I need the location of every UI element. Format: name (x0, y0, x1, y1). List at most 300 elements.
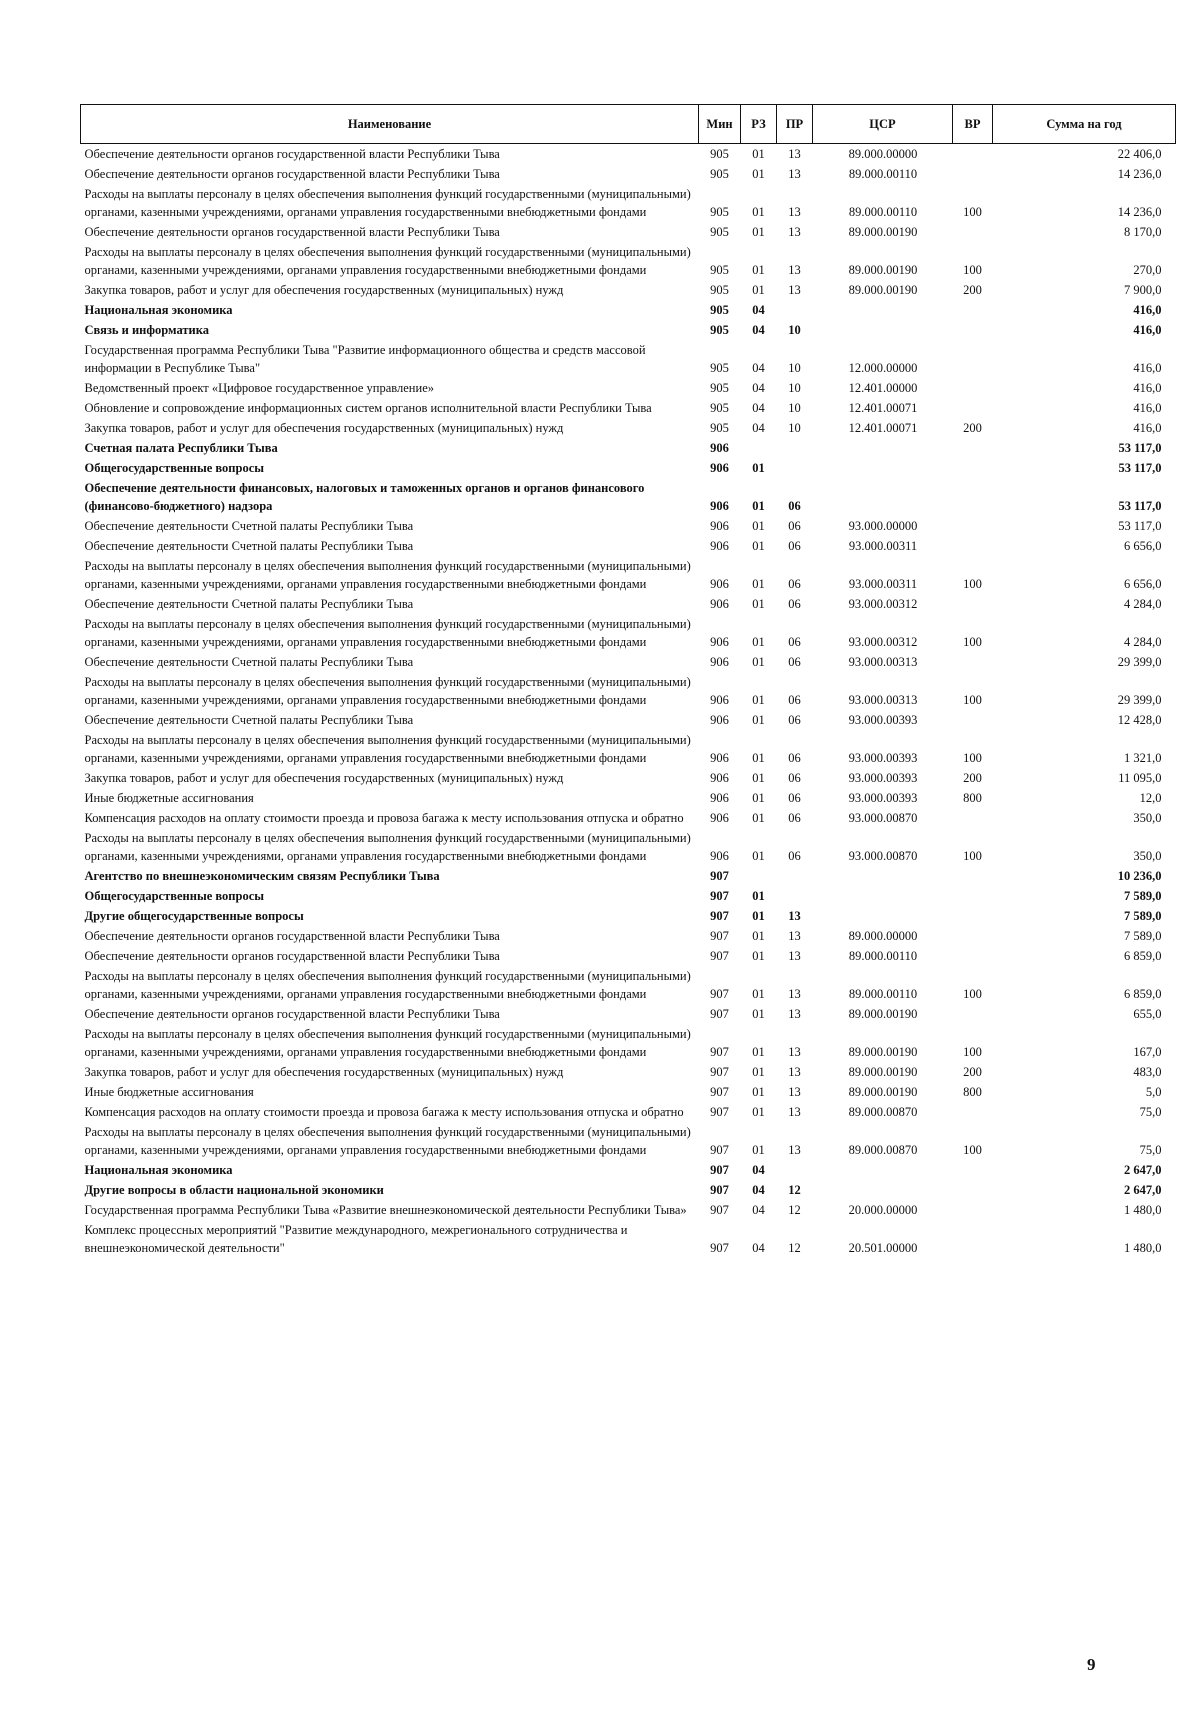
cell-name: Обеспечение деятельности Счетной палаты Республики Тыва (84, 655, 414, 669)
cell-sum: 416,0 (1133, 303, 1162, 317)
budget-table (80, 104, 1176, 1258)
cell-csr (813, 886, 953, 906)
cell-pr: 13 (788, 147, 801, 161)
cell-min: 906 (710, 441, 729, 455)
table-row (81, 594, 1176, 614)
cell-pr (777, 1160, 813, 1180)
cell-pr: 06 (788, 539, 801, 553)
cell-name: Закупка товаров, работ и услуг для обеспечения государственных (муниципальных) нужд (84, 421, 564, 435)
table-row (81, 886, 1176, 906)
table-row (81, 652, 1176, 672)
cell-vr (953, 164, 993, 184)
cell-csr (813, 320, 953, 340)
cell-min: 906 (710, 461, 729, 475)
cell-min: 905 (710, 147, 729, 161)
table-row (81, 320, 1176, 340)
cell-csr: 89.000.00000 (848, 929, 918, 943)
cell-sum: 7 589,0 (1124, 889, 1162, 903)
cell-vr: 100 (963, 693, 982, 707)
cell-pr: 10 (788, 401, 801, 415)
cell-csr: 93.000.00870 (848, 811, 918, 825)
table-header-row (81, 105, 1176, 144)
table-row (81, 1220, 1176, 1258)
cell-sum: 75,0 (1139, 1143, 1162, 1157)
cell-pr: 13 (788, 949, 801, 963)
cell-sum: 416,0 (1133, 401, 1162, 415)
cell-sum: 5,0 (1145, 1085, 1162, 1099)
cell-pr: 06 (788, 499, 801, 513)
cell-rz: 01 (752, 693, 765, 707)
cell-csr: 89.000.00190 (848, 1065, 918, 1079)
cell-vr (953, 320, 993, 340)
cell-name: Расходы на выплаты персоналу в целях обеспечения выполнения функций государственными (муниципальными) органами, казенными учреждениями, органами управления государственными внебюджетными фондами (84, 969, 691, 1001)
cell-min: 906 (710, 771, 729, 785)
cell-rz: 01 (752, 929, 765, 943)
cell-sum: 4 284,0 (1124, 635, 1162, 649)
table-row (81, 300, 1176, 320)
cell-rz: 04 (752, 1241, 765, 1255)
cell-vr (953, 594, 993, 614)
cell-csr (813, 438, 953, 458)
cell-rz: 01 (752, 1065, 765, 1079)
cell-name: Национальная экономика (84, 1163, 233, 1177)
cell-csr: 93.000.00000 (848, 519, 918, 533)
cell-csr (813, 1160, 953, 1180)
cell-csr: 89.000.00870 (848, 1105, 918, 1119)
cell-csr: 93.000.00393 (848, 751, 918, 765)
cell-name: Обеспечение деятельности органов государственной власти Республики Тыва (84, 929, 500, 943)
cell-pr: 13 (788, 909, 801, 923)
cell-pr: 06 (788, 693, 801, 707)
cell-pr: 13 (788, 167, 801, 181)
cell-min: 907 (710, 909, 729, 923)
header-sum: Сумма на год (993, 105, 1176, 144)
cell-pr: 13 (788, 1143, 801, 1157)
cell-min: 905 (710, 283, 729, 297)
cell-min: 905 (710, 421, 729, 435)
cell-rz: 01 (752, 461, 765, 475)
table-row (81, 398, 1176, 418)
cell-name: Расходы на выплаты персоналу в целях обеспечения выполнения функций государственными (муниципальными) органами, казенными учреждениями, органами управления государственными внебюджетными фондами (84, 1027, 691, 1059)
cell-min: 905 (710, 263, 729, 277)
table-row (81, 828, 1176, 866)
table-row (81, 710, 1176, 730)
cell-csr (813, 458, 953, 478)
cell-name: Обеспечение деятельности Счетной палаты Республики Тыва (84, 519, 414, 533)
cell-csr (813, 478, 953, 516)
cell-rz: 01 (752, 949, 765, 963)
cell-csr: 93.000.00311 (848, 577, 918, 591)
cell-sum: 14 236,0 (1117, 205, 1162, 219)
cell-vr: 100 (963, 1143, 982, 1157)
cell-vr: 200 (963, 283, 982, 297)
cell-name: Расходы на выплаты персоналу в целях обеспечения выполнения функций государственными (муниципальными) органами, казенными учреждениями, органами управления государственными внебюджетными фондами (84, 831, 691, 863)
cell-min: 907 (710, 1183, 729, 1197)
cell-name: Общегосударственные вопросы (84, 461, 265, 475)
cell-pr: 13 (788, 205, 801, 219)
cell-csr (813, 300, 953, 320)
cell-csr: 12.000.00000 (848, 361, 918, 375)
table-row (81, 516, 1176, 536)
cell-vr (953, 378, 993, 398)
cell-rz: 04 (752, 1163, 765, 1177)
cell-min: 906 (710, 791, 729, 805)
cell-name: Обеспечение деятельности финансовых, налоговых и таможенных органов и органов финансового (финансово-бюджетного) надзора (84, 481, 645, 513)
cell-sum: 416,0 (1133, 323, 1162, 337)
cell-name: Расходы на выплаты персоналу в целях обеспечения выполнения функций государственными (муниципальными) органами, казенными учреждениями, органами управления государственными внебюджетными фондами (84, 675, 691, 707)
table-row (81, 768, 1176, 788)
cell-vr: 100 (963, 849, 982, 863)
cell-name: Обеспечение деятельности органов государственной власти Республики Тыва (84, 147, 500, 161)
cell-pr: 06 (788, 771, 801, 785)
cell-csr: 89.000.00000 (848, 147, 918, 161)
cell-pr: 12 (788, 1203, 801, 1217)
cell-min: 907 (710, 1045, 729, 1059)
cell-min: 907 (710, 869, 729, 883)
cell-csr: 12.401.00000 (848, 381, 918, 395)
table-row (81, 672, 1176, 710)
cell-pr: 06 (788, 811, 801, 825)
cell-pr (777, 886, 813, 906)
cell-sum: 350,0 (1133, 849, 1162, 863)
cell-sum: 270,0 (1133, 263, 1162, 277)
cell-name: Расходы на выплаты персоналу в целях обеспечения выполнения функций государственными (муниципальными) органами, казенными учреждениями, органами управления государственными внебюджетными фондами (84, 187, 691, 219)
cell-sum: 1 480,0 (1124, 1241, 1162, 1255)
cell-csr: 93.000.00311 (848, 539, 918, 553)
cell-min: 906 (710, 635, 729, 649)
table-row (81, 1082, 1176, 1102)
cell-pr: 06 (788, 597, 801, 611)
table-row (81, 1062, 1176, 1082)
cell-min: 906 (710, 655, 729, 669)
cell-name: Обеспечение деятельности органов государственной власти Республики Тыва (84, 949, 500, 963)
cell-rz: 01 (752, 283, 765, 297)
cell-min: 907 (710, 1203, 729, 1217)
cell-vr (953, 866, 993, 886)
cell-vr (953, 438, 993, 458)
cell-vr (953, 886, 993, 906)
cell-vr (953, 516, 993, 536)
cell-rz: 01 (752, 889, 765, 903)
cell-rz: 04 (752, 401, 765, 415)
cell-csr: 89.000.00110 (848, 205, 918, 219)
header-pr: ПР (777, 105, 813, 144)
cell-sum: 6 656,0 (1124, 577, 1162, 591)
table-row (81, 788, 1176, 808)
cell-sum: 22 406,0 (1117, 147, 1162, 161)
cell-min: 905 (710, 225, 729, 239)
cell-min: 905 (710, 361, 729, 375)
cell-pr: 13 (788, 1065, 801, 1079)
cell-name: Ведомственный проект «Цифровое государственное управление» (84, 381, 434, 395)
cell-pr: 13 (788, 263, 801, 277)
cell-name: Расходы на выплаты персоналу в целях обеспечения выполнения функций государственными (муниципальными) органами, казенными учреждениями, органами управления государственными внебюджетными фондами (84, 559, 691, 591)
cell-rz: 01 (752, 539, 765, 553)
cell-csr: 93.000.00393 (848, 771, 918, 785)
cell-rz: 04 (752, 1183, 765, 1197)
cell-min: 906 (710, 811, 729, 825)
cell-name: Обеспечение деятельности органов государственной власти Республики Тыва (84, 167, 500, 181)
cell-sum: 7 900,0 (1124, 283, 1162, 297)
cell-csr: 89.000.00190 (848, 1045, 918, 1059)
cell-vr: 100 (963, 635, 982, 649)
table-row (81, 438, 1176, 458)
cell-sum: 14 236,0 (1117, 167, 1162, 181)
cell-min: 907 (710, 1065, 729, 1079)
cell-sum: 11 095,0 (1118, 771, 1162, 785)
cell-csr: 93.000.00312 (848, 635, 918, 649)
table-row (81, 458, 1176, 478)
cell-pr (777, 458, 813, 478)
cell-rz: 01 (752, 655, 765, 669)
cell-name: Обеспечение деятельности органов государственной власти Республики Тыва (84, 1007, 500, 1021)
cell-sum: 53 117,0 (1118, 461, 1162, 475)
cell-name: Обеспечение деятельности Счетной палаты Республики Тыва (84, 539, 414, 553)
cell-rz: 01 (752, 167, 765, 181)
cell-vr (953, 458, 993, 478)
cell-sum: 350,0 (1133, 811, 1162, 825)
cell-csr: 89.000.00190 (848, 1007, 918, 1021)
cell-vr: 100 (963, 577, 982, 591)
cell-sum: 6 859,0 (1124, 987, 1162, 1001)
cell-rz (741, 866, 777, 886)
cell-name: Расходы на выплаты персоналу в целях обеспечения выполнения функций государственными (муниципальными) органами, казенными учреждениями, органами управления государственными внебюджетными фондами (84, 733, 691, 765)
header-vr: ВР (953, 105, 993, 144)
cell-rz: 01 (752, 751, 765, 765)
cell-pr: 13 (788, 1085, 801, 1099)
cell-name: Обеспечение деятельности Счетной палаты Республики Тыва (84, 597, 414, 611)
cell-name: Расходы на выплаты персоналу в целях обеспечения выполнения функций государственными (муниципальными) органами, казенными учреждениями, органами управления государственными внебюджетными фондами (84, 617, 691, 649)
table-row (81, 1102, 1176, 1122)
cell-sum: 8 170,0 (1124, 225, 1162, 239)
cell-vr (953, 1200, 993, 1220)
cell-vr (953, 808, 993, 828)
cell-min: 906 (710, 751, 729, 765)
cell-name: Государственная программа Республики Тыва "Развитие информационного общества и средств массовой информации в Республике Тыва" (84, 343, 646, 375)
header-rz: РЗ (741, 105, 777, 144)
cell-sum: 416,0 (1133, 421, 1162, 435)
cell-min: 906 (710, 577, 729, 591)
cell-csr (813, 866, 953, 886)
page-number: 9 (1087, 1655, 1096, 1674)
table-row (81, 1180, 1176, 1200)
table-row (81, 946, 1176, 966)
cell-min: 906 (710, 539, 729, 553)
cell-pr: 06 (788, 849, 801, 863)
cell-rz: 04 (752, 303, 765, 317)
cell-name: Компенсация расходов на оплату стоимости проезда и провоза багажа к месту использования отпуска и обратно (84, 811, 684, 825)
cell-rz: 01 (752, 849, 765, 863)
table-row (81, 730, 1176, 768)
table-row (81, 536, 1176, 556)
cell-sum: 483,0 (1133, 1065, 1162, 1079)
cell-vr (953, 536, 993, 556)
cell-min: 907 (710, 1241, 729, 1255)
cell-min: 907 (710, 987, 729, 1001)
cell-rz: 01 (752, 1105, 765, 1119)
cell-sum: 1 321,0 (1124, 751, 1162, 765)
cell-pr: 13 (788, 929, 801, 943)
cell-vr (953, 946, 993, 966)
cell-min: 905 (710, 303, 729, 317)
cell-csr: 12.401.00071 (848, 421, 918, 435)
cell-rz: 01 (752, 811, 765, 825)
cell-csr: 93.000.00313 (848, 693, 918, 707)
cell-pr: 06 (788, 713, 801, 727)
cell-sum: 75,0 (1139, 1105, 1162, 1119)
cell-vr: 100 (963, 987, 982, 1001)
cell-sum: 167,0 (1133, 1045, 1162, 1059)
cell-rz: 01 (752, 225, 765, 239)
cell-name: Компенсация расходов на оплату стоимости проезда и провоза багажа к месту использования отпуска и обратно (84, 1105, 684, 1119)
cell-min: 906 (710, 499, 729, 513)
cell-name: Государственная программа Республики Тыва «Развитие внешнеэкономической деятельности Республики Тыва» (84, 1203, 687, 1217)
cell-min: 907 (710, 1007, 729, 1021)
cell-pr: 06 (788, 751, 801, 765)
cell-rz: 01 (752, 499, 765, 513)
cell-name: Общегосударственные вопросы (84, 889, 265, 903)
cell-vr (953, 222, 993, 242)
cell-name: Национальная экономика (84, 303, 233, 317)
cell-pr: 10 (788, 381, 801, 395)
cell-min: 907 (710, 889, 729, 903)
cell-sum: 6 859,0 (1124, 949, 1162, 963)
cell-vr (953, 1160, 993, 1180)
cell-rz: 01 (752, 1045, 765, 1059)
table-row (81, 184, 1176, 222)
cell-name: Иные бюджетные ассигнования (84, 791, 254, 805)
cell-pr (777, 438, 813, 458)
cell-rz: 04 (752, 1203, 765, 1217)
cell-vr: 100 (963, 263, 982, 277)
cell-vr (953, 340, 993, 378)
cell-pr: 13 (788, 1045, 801, 1059)
cell-rz: 01 (752, 1007, 765, 1021)
cell-name: Другие общегосударственные вопросы (84, 909, 304, 923)
table-row (81, 866, 1176, 886)
cell-sum: 53 117,0 (1118, 499, 1162, 513)
cell-rz: 01 (752, 1143, 765, 1157)
cell-vr (953, 478, 993, 516)
cell-vr: 100 (963, 1045, 982, 1059)
table-row (81, 1004, 1176, 1024)
table-row (81, 164, 1176, 184)
cell-csr: 93.000.00393 (848, 791, 918, 805)
cell-sum: 53 117,0 (1118, 441, 1162, 455)
header-name: Наименование (81, 105, 699, 144)
cell-vr (953, 1102, 993, 1122)
cell-rz: 01 (752, 519, 765, 533)
cell-csr: 89.000.00110 (848, 167, 918, 181)
cell-vr: 200 (963, 771, 982, 785)
cell-rz: 01 (752, 909, 765, 923)
cell-rz: 01 (752, 635, 765, 649)
cell-min: 906 (710, 519, 729, 533)
cell-rz: 01 (752, 791, 765, 805)
cell-pr: 13 (788, 1007, 801, 1021)
table-row (81, 418, 1176, 438)
cell-min: 906 (710, 713, 729, 727)
table-body (81, 144, 1176, 1259)
cell-pr: 06 (788, 635, 801, 649)
table-row (81, 1200, 1176, 1220)
cell-rz: 01 (752, 597, 765, 611)
cell-csr: 89.000.00190 (848, 225, 918, 239)
cell-min: 907 (710, 1105, 729, 1119)
cell-csr: 12.401.00071 (848, 401, 918, 415)
cell-csr: 93.000.00393 (848, 713, 918, 727)
cell-csr: 89.000.00110 (848, 987, 918, 1001)
cell-sum: 7 589,0 (1124, 909, 1162, 923)
cell-rz: 01 (752, 1085, 765, 1099)
cell-vr (953, 652, 993, 672)
cell-rz: 01 (752, 713, 765, 727)
table-row (81, 556, 1176, 594)
cell-min: 905 (710, 167, 729, 181)
cell-sum: 6 656,0 (1124, 539, 1162, 553)
cell-name: Другие вопросы в области национальной экономики (84, 1183, 384, 1197)
table-row (81, 478, 1176, 516)
table-row (81, 614, 1176, 652)
cell-pr: 13 (788, 225, 801, 239)
cell-rz: 01 (752, 147, 765, 161)
cell-min: 907 (710, 1163, 729, 1177)
cell-name: Обновление и сопровождение информационных систем органов исполнительной власти Республики Тыва (84, 401, 652, 415)
cell-rz: 04 (752, 381, 765, 395)
budget-page (80, 104, 1175, 1258)
cell-name: Расходы на выплаты персоналу в целях обеспечения выполнения функций государственными (муниципальными) органами, казенными учреждениями, органами управления государственными внебюджетными фондами (84, 245, 691, 277)
table-row (81, 222, 1176, 242)
table-row (81, 340, 1176, 378)
cell-sum: 7 589,0 (1124, 929, 1162, 943)
cell-pr: 06 (788, 655, 801, 669)
cell-vr (953, 300, 993, 320)
cell-sum: 1 480,0 (1124, 1203, 1162, 1217)
cell-name: Счетная палата Республики Тыва (84, 441, 278, 455)
cell-pr: 10 (788, 361, 801, 375)
table-row (81, 1122, 1176, 1160)
cell-pr (777, 866, 813, 886)
cell-name: Агентство по внешнеэкономическим связям Республики Тыва (84, 869, 440, 883)
cell-csr: 89.000.00190 (848, 1085, 918, 1099)
cell-csr: 20.000.00000 (848, 1203, 918, 1217)
table-row (81, 906, 1176, 926)
cell-pr: 13 (788, 987, 801, 1001)
cell-name: Обеспечение деятельности Счетной палаты Республики Тыва (84, 713, 414, 727)
cell-sum: 2 647,0 (1124, 1183, 1162, 1197)
cell-min: 905 (710, 205, 729, 219)
cell-sum: 29 399,0 (1117, 693, 1162, 707)
cell-pr: 10 (788, 421, 801, 435)
table-row (81, 378, 1176, 398)
cell-rz: 04 (752, 421, 765, 435)
cell-name: Комплекс процессных мероприятий "Развитие международного, межрегионального сотрудничества и внешнеэкономической деятельности" (84, 1223, 628, 1255)
cell-vr: 200 (963, 421, 982, 435)
cell-name: Связь и информатика (84, 323, 209, 337)
cell-vr (953, 1180, 993, 1200)
cell-name: Расходы на выплаты персоналу в целях обеспечения выполнения функций государственными (муниципальными) органами, казенными учреждениями, органами управления государственными внебюджетными фондами (84, 1125, 691, 1157)
cell-sum: 10 236,0 (1117, 869, 1162, 883)
cell-sum: 2 647,0 (1124, 1163, 1162, 1177)
cell-csr: 89.000.00190 (848, 263, 918, 277)
table-row (81, 242, 1176, 280)
cell-csr (813, 1180, 953, 1200)
cell-vr: 100 (963, 205, 982, 219)
cell-name: Иные бюджетные ассигнования (84, 1085, 254, 1099)
cell-csr: 89.000.00190 (848, 283, 918, 297)
header-csr: ЦСР (813, 105, 953, 144)
cell-csr: 93.000.00313 (848, 655, 918, 669)
